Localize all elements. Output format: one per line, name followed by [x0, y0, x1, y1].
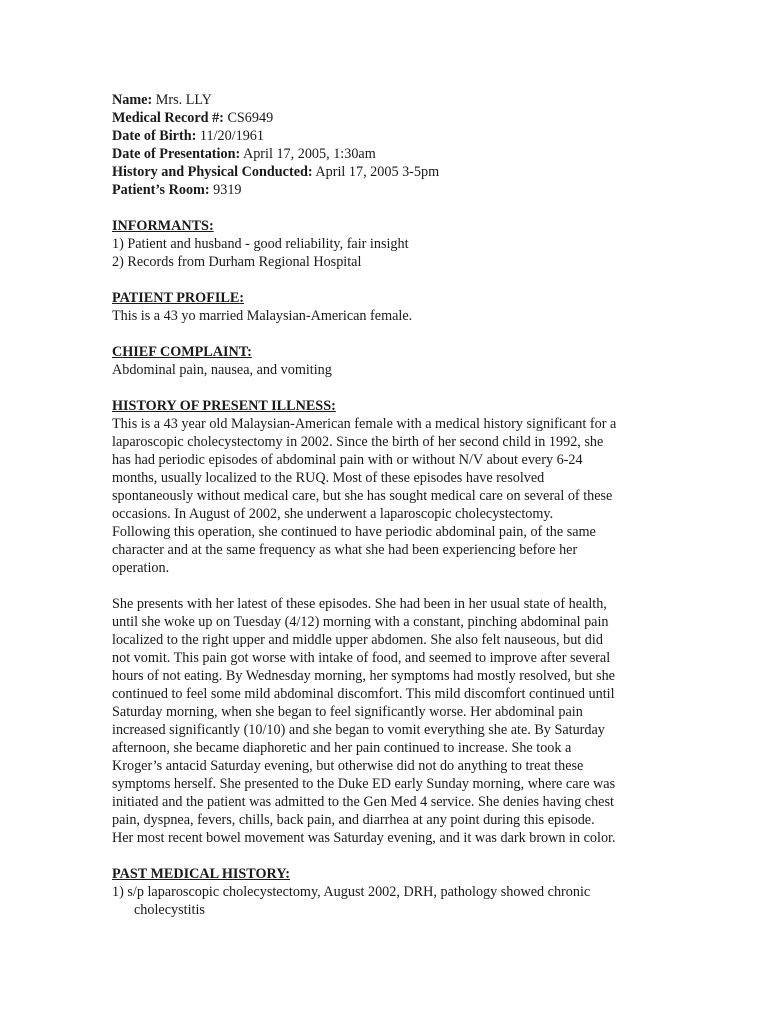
text-line: not vomit. This pain got worse with intake of food, and seemed to improve after several: [112, 650, 611, 666]
text-line: symptoms herself. She presented to the Duke ED early Sunday morning, where care was: [112, 776, 616, 792]
date-of-presentation-label: Date of Presentation:: [112, 146, 241, 162]
name-field: [112, 91, 712, 109]
text-line: increased significantly (10/10) and she began to vomit everything she ate. By Saturday: [112, 722, 605, 738]
medical-record-value: CS6949: [227, 110, 274, 126]
text-line: hours of not eating. By Wednesday morning, her symptoms had mostly resolved, but she: [112, 668, 615, 684]
patient-room-field: [112, 181, 712, 199]
past-medical-history-section: [112, 865, 712, 919]
hpi-title: HISTORY OF PRESENT ILLNESS:: [112, 398, 336, 414]
text-line: has had periodic episodes of abdominal pain with or without N/V about every 6-24: [112, 452, 583, 468]
text-line: afternoon, she became diaphoretic and her pain continued to increase. She took a: [112, 740, 572, 756]
hpi-paragraph-1: [112, 415, 712, 577]
text-line: Her most recent bowel movement was Saturday evening, and it was dark brown in color.: [112, 830, 616, 846]
hpi-section: [112, 397, 712, 847]
text-line: character and at the same frequency as what she had been experiencing before her: [112, 542, 578, 558]
text-line: Kroger’s antacid Saturday evening, but otherwise did not do anything to treat these: [112, 758, 584, 774]
text-line: continued to feel some mild abdominal discomfort. This mild discomfort continued until: [112, 686, 615, 702]
date-of-birth-value: 11/20/1961: [199, 128, 264, 144]
informants-title: INFORMANTS:: [112, 218, 214, 234]
patient-profile-section: [112, 289, 712, 325]
text-line: pain, dyspnea, fevers, chills, back pain, and diarrhea at any point during this episode.: [112, 812, 595, 828]
informant-item: 2) Records from Durham Regional Hospital: [112, 254, 362, 270]
medical-record-label: Medical Record #:: [112, 110, 224, 126]
patient-header: [112, 91, 712, 199]
date-of-birth-label: Date of Birth:: [112, 128, 197, 144]
medical-record-field: [112, 109, 712, 127]
document-page: [112, 91, 712, 919]
history-physical-label: History and Physical Conducted:: [112, 164, 313, 180]
date-of-presentation-field: [112, 145, 712, 163]
pmh-item-line: 1) s/p laparoscopic cholecystectomy, August 2002, DRH, pathology showed chronic: [112, 884, 591, 900]
text-line: Saturday morning, when she began to feel significantly worse. Her abdominal pain: [112, 704, 583, 720]
text-line: until she woke up on Tuesday (4/12) morning with a constant, pinching abdominal pain: [112, 614, 609, 630]
text-line: operation.: [112, 560, 170, 576]
pmh-item-continuation: cholecystitis: [134, 902, 205, 918]
chief-complaint-title: CHIEF COMPLAINT:: [112, 344, 252, 360]
name-value: Mrs. LLY: [155, 92, 212, 108]
text-line: She presents with her latest of these episodes. She had been in her usual state of health,: [112, 596, 607, 612]
date-of-birth-field: [112, 127, 712, 145]
hpi-paragraph-2: [112, 595, 712, 847]
informants-section: [112, 217, 712, 271]
chief-complaint-section: [112, 343, 712, 379]
name-label: Name:: [112, 92, 153, 108]
patient-room-value: 9319: [213, 182, 242, 198]
text-line: spontaneously without medical care, but she has sought medical care on several of these: [112, 488, 613, 504]
text-line: localized to the right upper and middle upper abdomen. She also felt nauseous, but did: [112, 632, 603, 648]
past-medical-history-title: PAST MEDICAL HISTORY:: [112, 866, 290, 882]
informant-item: 1) Patient and husband - good reliability, fair insight: [112, 236, 409, 252]
patient-room-label: Patient’s Room:: [112, 182, 210, 198]
text-line: This is a 43 year old Malaysian-American female with a medical history significant for a: [112, 416, 617, 432]
text-line: occasions. In August of 2002, she underwent a laparoscopic cholecystectomy.: [112, 506, 554, 522]
history-physical-value: April 17, 2005 3-5pm: [315, 164, 440, 180]
history-physical-field: [112, 163, 712, 181]
text-line: initiated and the patient was admitted to the Gen Med 4 service. She denies having chest: [112, 794, 614, 810]
text-line: months, usually localized to the RUQ. Most of these episodes have resolved: [112, 470, 545, 486]
patient-profile-text: This is a 43 yo married Malaysian-American female.: [112, 308, 413, 324]
date-of-presentation-value: April 17, 2005, 1:30am: [242, 146, 376, 162]
chief-complaint-text: Abdominal pain, nausea, and vomiting: [112, 362, 332, 378]
text-line: laparoscopic cholecystectomy in 2002. Since the birth of her second child in 1992, she: [112, 434, 604, 450]
patient-profile-title: PATIENT PROFILE:: [112, 290, 245, 306]
text-line: Following this operation, she continued to have periodic abdominal pain, of the same: [112, 524, 596, 540]
